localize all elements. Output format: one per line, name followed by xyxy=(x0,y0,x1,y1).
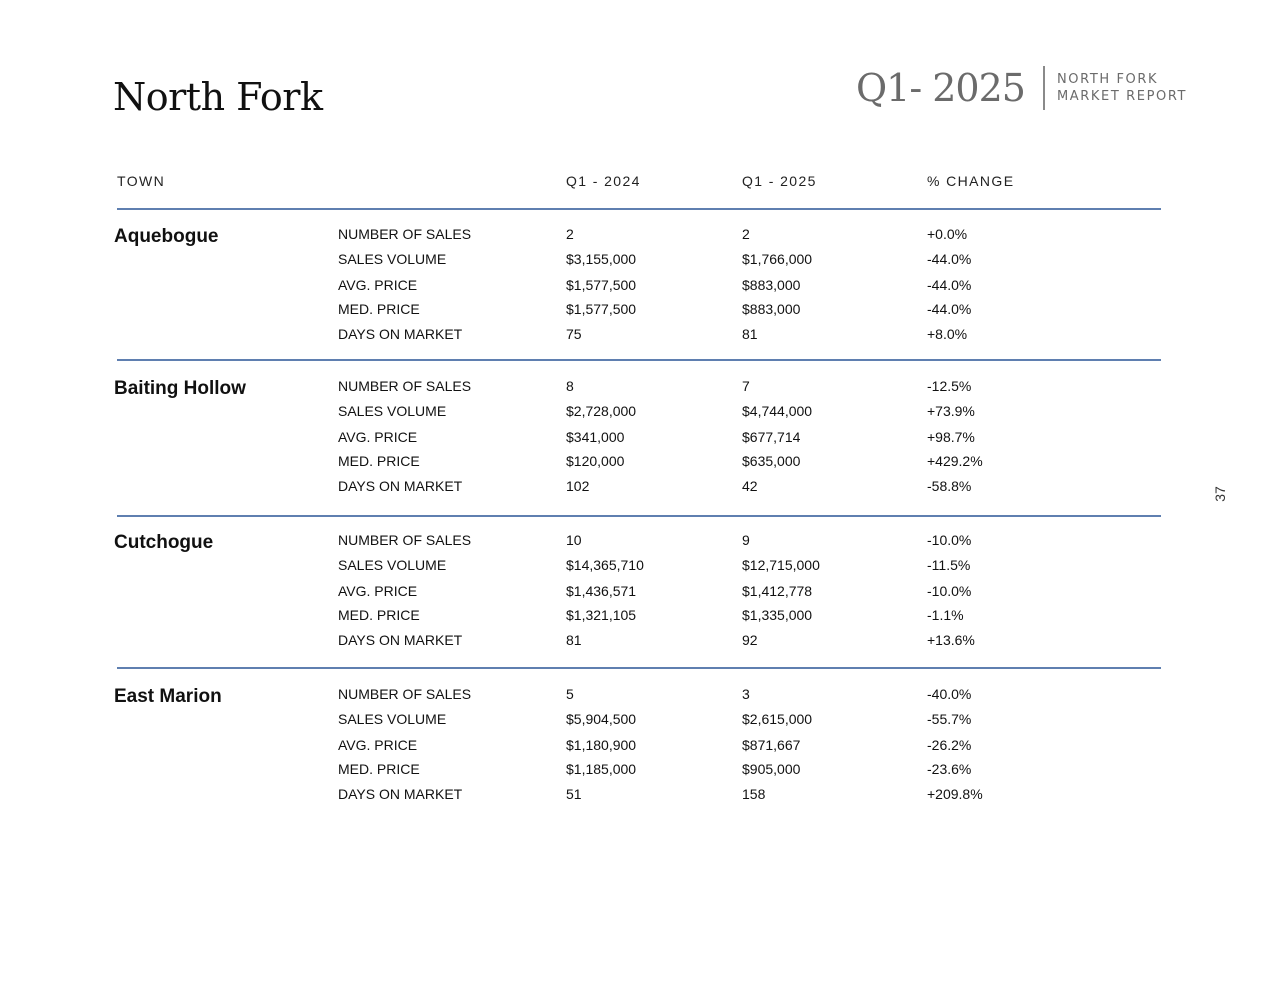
table-row xyxy=(0,737,1280,762)
value-q1-2025: 81 xyxy=(742,326,758,342)
value-q1-2024: 8 xyxy=(566,378,574,394)
table-row xyxy=(0,711,1280,736)
value-change: -44.0% xyxy=(927,301,972,317)
page-title: North Fork xyxy=(113,75,323,120)
town-name: Cutchogue xyxy=(114,532,214,553)
value-q1-2025: 9 xyxy=(742,532,750,548)
value-q1-2024: $14,365,710 xyxy=(566,557,644,573)
table-row xyxy=(0,453,1280,478)
metric-label: DAYS ON MARKET xyxy=(338,478,463,494)
value-change: -44.0% xyxy=(927,277,972,293)
value-change: -11.5% xyxy=(927,557,971,573)
table-row xyxy=(0,761,1280,786)
table-row xyxy=(0,583,1280,608)
town-name: Aquebogue xyxy=(114,226,219,247)
header-divider-line xyxy=(117,208,1161,210)
value-change: -58.8% xyxy=(927,478,972,494)
value-q1-2025: 7 xyxy=(742,378,750,394)
table-row xyxy=(0,429,1280,454)
table-row xyxy=(0,378,1280,403)
column-header-change: % CHANGE xyxy=(927,173,1015,189)
value-q1-2024: 51 xyxy=(566,786,582,802)
metric-label: SALES VOLUME xyxy=(338,403,447,419)
metric-label: NUMBER OF SALES xyxy=(338,532,472,548)
table-row xyxy=(0,301,1280,326)
report-name xyxy=(1057,71,1187,105)
value-q1-2025: $635,000 xyxy=(742,453,801,469)
value-change: -10.0% xyxy=(927,532,972,548)
metric-label: MED. PRICE xyxy=(338,607,420,623)
metric-label: DAYS ON MARKET xyxy=(338,786,463,802)
table-row xyxy=(0,277,1280,302)
table-row xyxy=(0,557,1280,582)
report-header xyxy=(856,62,1187,114)
table-row xyxy=(0,686,1280,711)
metric-label: DAYS ON MARKET xyxy=(338,326,463,342)
value-q1-2025: $4,744,000 xyxy=(742,403,813,419)
table-row xyxy=(0,607,1280,632)
value-change: +0.0% xyxy=(927,226,968,242)
value-q1-2025: $871,667 xyxy=(742,737,801,753)
value-q1-2024: $1,180,900 xyxy=(566,737,637,753)
report-quarter: Q1- 2025 xyxy=(856,66,1025,110)
value-q1-2025: $883,000 xyxy=(742,277,801,293)
metric-label: SALES VOLUME xyxy=(338,557,447,573)
value-q1-2024: 75 xyxy=(566,326,582,342)
value-change: -10.0% xyxy=(927,583,972,599)
value-q1-2024: $1,321,105 xyxy=(566,607,637,623)
value-change: -44.0% xyxy=(927,251,972,267)
value-change: +73.9% xyxy=(927,403,975,419)
value-q1-2025: $1,412,778 xyxy=(742,583,813,599)
value-q1-2025: $12,715,000 xyxy=(742,557,820,573)
value-q1-2025: $1,335,000 xyxy=(742,607,813,623)
value-q1-2024: $2,728,000 xyxy=(566,403,637,419)
value-change: +98.7% xyxy=(927,429,975,445)
section-divider-line xyxy=(117,515,1161,517)
column-header-town: TOWN xyxy=(117,173,166,189)
table-row xyxy=(0,786,1280,811)
value-q1-2025: 158 xyxy=(742,786,766,802)
metric-label: NUMBER OF SALES xyxy=(338,378,472,394)
value-q1-2025: $677,714 xyxy=(742,429,801,445)
metric-label: DAYS ON MARKET xyxy=(338,632,463,648)
value-q1-2025: $2,615,000 xyxy=(742,711,813,727)
column-header-q1-2025: Q1 - 2025 xyxy=(742,173,817,189)
value-change: +8.0% xyxy=(927,326,968,342)
metric-label: AVG. PRICE xyxy=(338,277,418,293)
table-row xyxy=(0,226,1280,251)
table-row xyxy=(0,478,1280,503)
value-q1-2024: $1,577,500 xyxy=(566,301,637,317)
metric-label: MED. PRICE xyxy=(338,301,420,317)
metric-label: MED. PRICE xyxy=(338,761,420,777)
value-q1-2024: $1,436,571 xyxy=(566,583,637,599)
value-q1-2024: 81 xyxy=(566,632,582,648)
value-q1-2025: 42 xyxy=(742,478,758,494)
value-change: -12.5% xyxy=(927,378,972,394)
value-change: -55.7% xyxy=(927,711,972,727)
header-divider xyxy=(1043,66,1045,110)
value-q1-2024: 5 xyxy=(566,686,574,702)
section-divider-line xyxy=(117,359,1161,361)
metric-label: SALES VOLUME xyxy=(338,251,447,267)
value-change: -23.6% xyxy=(927,761,972,777)
value-q1-2025: 2 xyxy=(742,226,750,242)
report-name-line2: MARKET REPORT xyxy=(1056,89,1188,104)
value-change: -40.0% xyxy=(927,686,972,702)
column-header-q1-2024: Q1 - 2024 xyxy=(566,173,641,189)
value-change: +13.6% xyxy=(927,632,975,648)
value-q1-2024: $341,000 xyxy=(566,429,625,445)
metric-label: MED. PRICE xyxy=(338,453,420,469)
town-name: East Marion xyxy=(114,686,222,707)
value-q1-2025: 92 xyxy=(742,632,758,648)
metric-label: SALES VOLUME xyxy=(338,711,447,727)
value-change: +429.2% xyxy=(927,453,983,469)
value-change: -1.1% xyxy=(927,607,964,623)
value-q1-2024: $1,185,000 xyxy=(566,761,637,777)
value-q1-2024: 10 xyxy=(566,532,582,548)
table-row xyxy=(0,632,1280,657)
page-number: 37 xyxy=(1211,486,1228,502)
report-name-line1: NORTH FORK xyxy=(1056,72,1159,87)
value-change: -26.2% xyxy=(927,737,972,753)
value-q1-2024: $3,155,000 xyxy=(566,251,637,267)
value-q1-2024: $1,577,500 xyxy=(566,277,637,293)
metric-label: AVG. PRICE xyxy=(338,583,418,599)
value-q1-2024: $5,904,500 xyxy=(566,711,637,727)
metric-label: AVG. PRICE xyxy=(338,737,418,753)
value-change: +209.8% xyxy=(927,786,983,802)
metric-label: NUMBER OF SALES xyxy=(338,686,472,702)
value-q1-2025: $905,000 xyxy=(742,761,801,777)
value-q1-2024: $120,000 xyxy=(566,453,625,469)
table-row xyxy=(0,326,1280,351)
table-row xyxy=(0,251,1280,276)
value-q1-2024: 2 xyxy=(566,226,574,242)
metric-label: AVG. PRICE xyxy=(338,429,418,445)
value-q1-2024: 102 xyxy=(566,478,590,494)
value-q1-2025: 3 xyxy=(742,686,750,702)
value-q1-2025: $883,000 xyxy=(742,301,801,317)
section-divider-line xyxy=(117,667,1161,669)
table-row xyxy=(0,403,1280,428)
town-name: Baiting Hollow xyxy=(114,378,246,399)
table-row xyxy=(0,532,1280,557)
metric-label: NUMBER OF SALES xyxy=(338,226,472,242)
value-q1-2025: $1,766,000 xyxy=(742,251,813,267)
